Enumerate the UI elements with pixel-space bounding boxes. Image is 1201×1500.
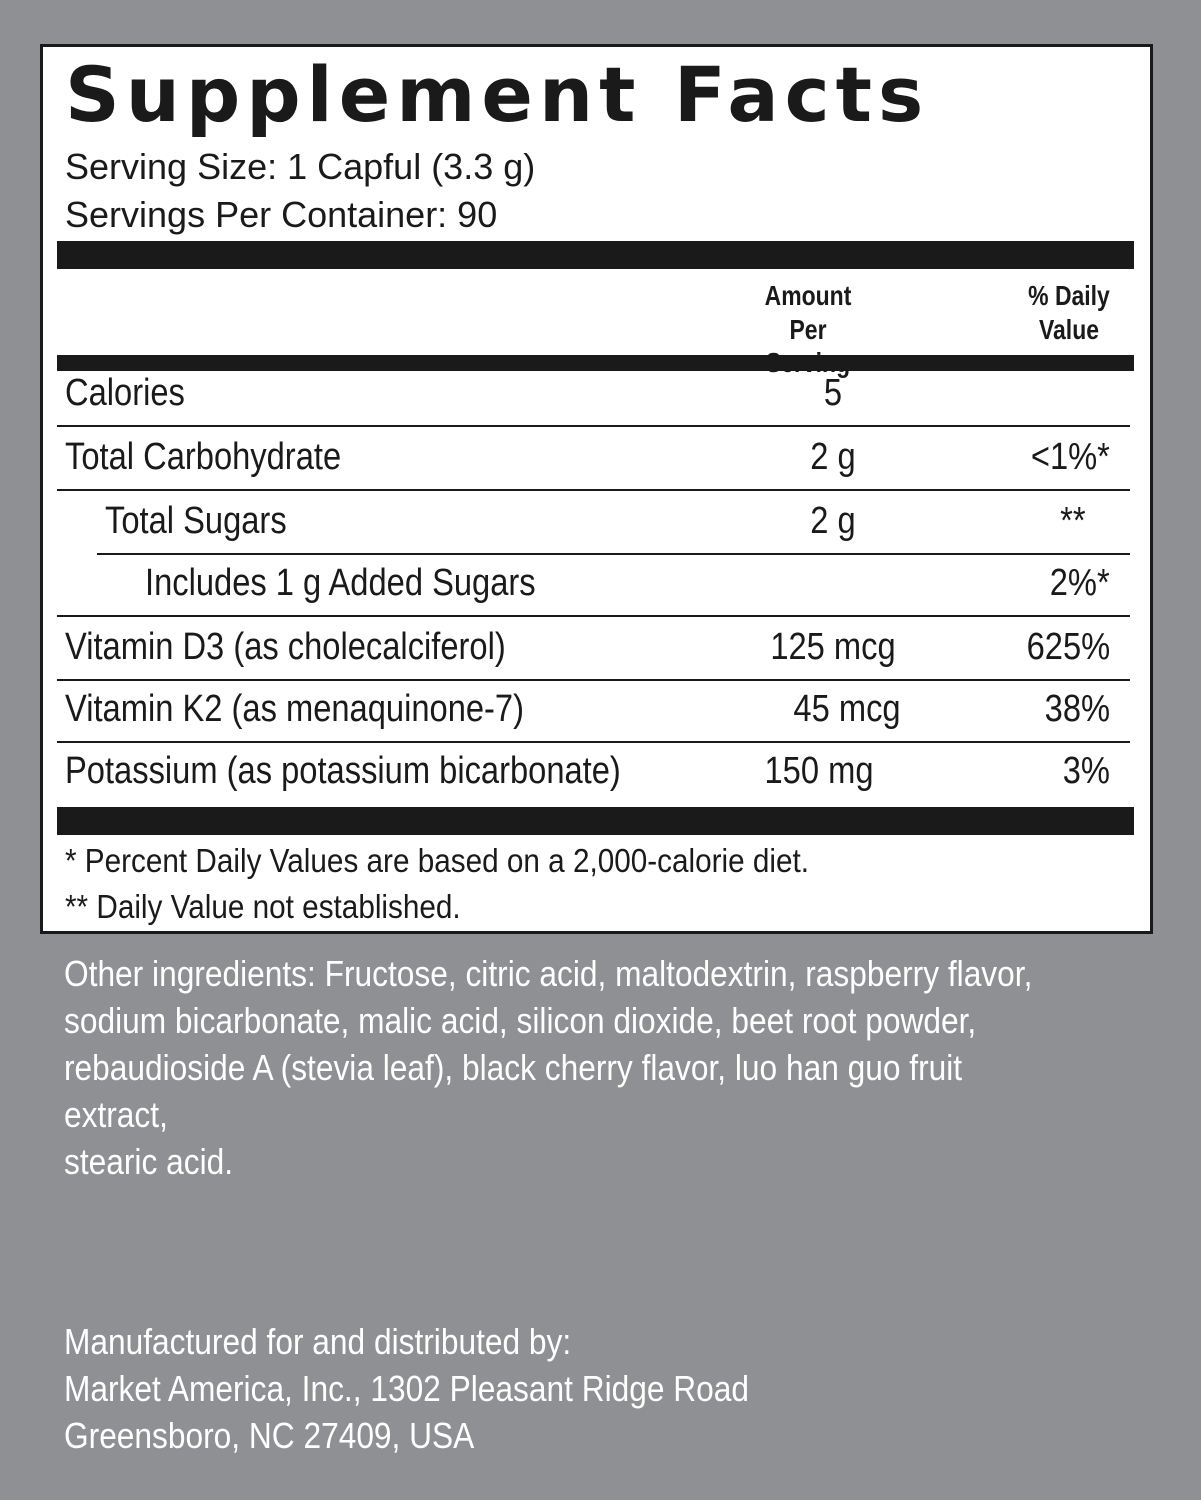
nutrient-amount: 2 g [810,500,856,542]
footnote-not-established: ** Daily Value not established. [65,888,461,925]
manufacturer-info [64,1318,1050,1459]
nutrient-dv: 2%* [1050,562,1110,604]
nutrient-dv: 3% [1062,750,1110,792]
nutrient-row-potassium [57,741,1130,803]
dv-header-line2: Value [1038,313,1099,345]
nutrient-label: Vitamin D3 (as cholecalciferol) [65,626,506,668]
nutrient-label: Includes 1 g Added Sugars [145,562,536,604]
nutrient-dv: 38% [1044,688,1110,730]
nutrient-row-calories [57,363,1130,427]
other-ingredients [64,950,1050,1185]
servings-per-container: Servings Per Container: 90 [65,194,498,235]
nutrient-row-vitamin-d3 [57,617,1130,681]
serving-size: Serving Size: 1 Capful (3.3 g) [65,146,536,187]
nutrient-dv: <1%* [1030,436,1110,478]
other-ingredients-line: Other ingredients: Fructose, citric acid, maltodextrin, raspberry flavor, [64,953,1033,994]
nutrient-label: Calories [65,372,185,414]
thick-divider-bottom [57,807,1134,835]
nutrient-row-total-carbohydrate [57,427,1130,491]
nutrient-row-added-sugars [57,553,1130,617]
other-ingredients-line: stearic acid. [64,1141,234,1182]
nutrient-row-vitamin-k2 [57,679,1130,743]
manufacturer-line: Greensboro, NC 27409, USA [64,1415,475,1456]
manufacturer-line: Market America, Inc., 1302 Pleasant Ridge Road [64,1368,750,1409]
daily-value-header [1020,279,1118,346]
nutrient-label: Total Carbohydrate [65,436,342,478]
manufacturer-line: Manufactured for and distributed by: [64,1321,572,1362]
nutrient-amount: 45 mcg [793,688,901,730]
other-ingredients-line: rebaudioside A (stevia leaf), black cherry flavor, luo han guo fruit extract, [64,1047,963,1135]
footnote-daily-values: * Percent Daily Values are based on a 2,000-calorie diet. [65,842,810,879]
thick-divider-top [57,241,1134,269]
supplement-facts-panel [40,44,1153,934]
nutrient-dv: ** [1060,500,1086,542]
nutrient-row-total-sugars [97,491,1130,555]
nutrient-label: Total Sugars [105,500,287,542]
nutrient-amount: 5 [823,372,843,414]
nutrient-amount: 2 g [810,436,856,478]
nutrient-label: Vitamin K2 (as menaquinone-7) [65,688,524,730]
nutrient-amount: 150 mg [764,750,874,792]
dv-header-line1: % Daily [1028,280,1110,311]
nutrient-dv: 625% [1026,626,1110,668]
other-ingredients-line: sodium bicarbonate, malic acid, silicon dioxide, beet root powder, [64,1000,977,1041]
nutrient-label: Potassium (as potassium bicarbonate) [65,750,621,792]
amount-header-line1: Amount [764,280,852,311]
amount-header-line2: Per [789,313,827,345]
panel-title: Supplement Facts [65,50,930,139]
nutrient-amount: 125 mcg [770,626,896,668]
